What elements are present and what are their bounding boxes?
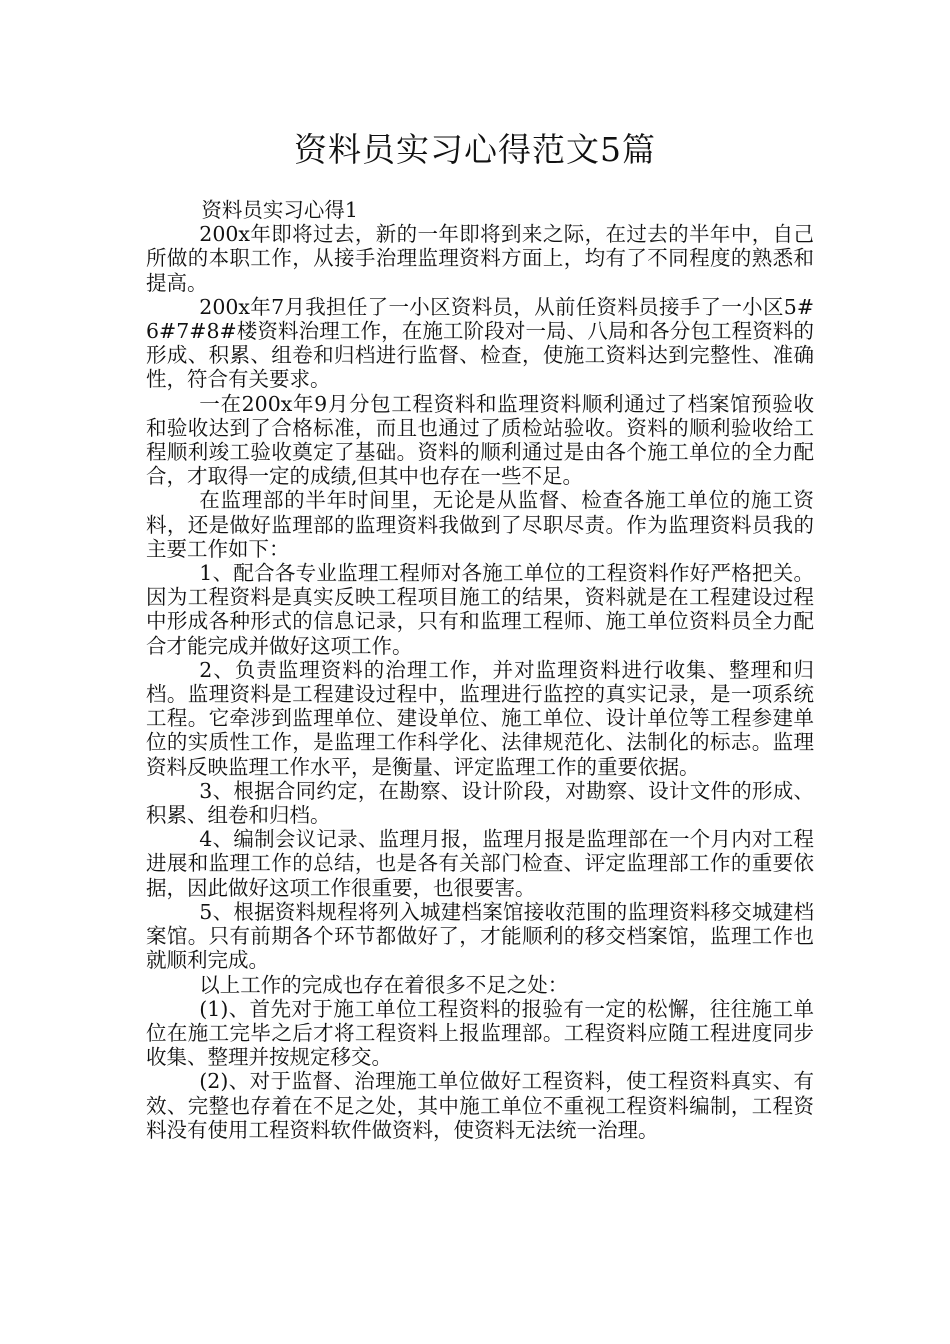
document-body [146,198,814,1142]
paragraph: 200x年7月我担任了一小区资料员，从前任资料员接手了一小区5#6#7#8#楼资料治理工作，在施工阶段对一局、八局和各分包工程资料的形成、积累、组卷和归档进行监督、检查，使施工资料达到完整性、准确性，符合有关要求。 [146,294,814,392]
paragraph: (1)、首先对于施工单位工程资料的报验有一定的松懈，往往施工单位在施工完毕之后才将工程资料上报监理部。工程资料应随工程进度同步收集、整理并按规定移交。 [146,996,814,1070]
paragraph: 5、根据资料规程将列入城建档案馆接收范围的监理资料移交城建档案馆。只有前期各个环节都做好了，才能顺利的移交档案馆，监理工作也就顺利完成。 [146,899,814,973]
paragraph: (2)、对于监督、治理施工单位做好工程资料，使工程资料真实、有效、完整也存着在不足之处，其中施工单位不重视工程资料编制，工程资料没有使用工程资料软件做资料，使资料无法统一治理。 [146,1069,814,1142]
paragraph: 在监理部的半年时间里，无论是从监督、检查各施工单位的施工资料，还是做好监理部的监理资料我做到了尽职尽责。作为监理资料员我的主要工作如下： [146,488,814,561]
paragraph: 200x年即将过去，新的一年即将到来之际，在过去的半年中，自己所做的本职工作，从接手治理监理资料方面上，均有了不同程度的熟悉和提高。 [146,222,814,295]
paragraph: 4、编制会议记录、监理月报，监理月报是监理部在一个月内对工程进展和监理工作的总结，也是各有关部门检查、评定监理部工作的重要依据，因此做好这项工作很重要，也很要害。 [146,827,814,900]
paragraph: 以上工作的完成也存在着很多不足之处： [199,972,569,997]
document-title: 资料员实习心得范文5篇 [294,130,656,169]
paragraph: 3、根据合同约定，在勘察、设计阶段，对勘察、设计文件的形成、积累、组卷和归档。 [146,778,814,828]
paragraph: 一在200x年9月分包工程资料和监理资料顺利通过了档案馆预验收和验收达到了合格标准，而且也通过了质检站验收。资料的顺利验收给工程顺利竣工验收奠定了基础。资料的顺利通过是由各个施工单位的全力配合，才取得一定的成绩,但其中也存在一些不足。 [146,391,814,489]
section-heading: 资料员实习心得1 [201,198,358,222]
paragraph: 1、配合各专业监理工程师对各施工单位的工程资料作好严格把关。因为工程资料是真实反映工程项目施工的结果，资料就是在工程建设过程中形成各种形式的信息记录，只有和监理工程师、施工单位资料员全力配合才能完成并做好这项工作。 [146,561,814,658]
paragraph: 2、负责监理资料的治理工作，并对监理资料进行收集、整理和归档。监理资料是工程建设过程中，监理进行监控的真实记录，是一项系统工程。它牵涉到监理单位、建设单位、施工单位、设计单位等工程参建单位的实质性工作，是监理工作科学化、法律规范化、法制化的标志。监理资料反映监理工作水平，是衡量、评定监理工作的重要依据。 [146,657,814,779]
